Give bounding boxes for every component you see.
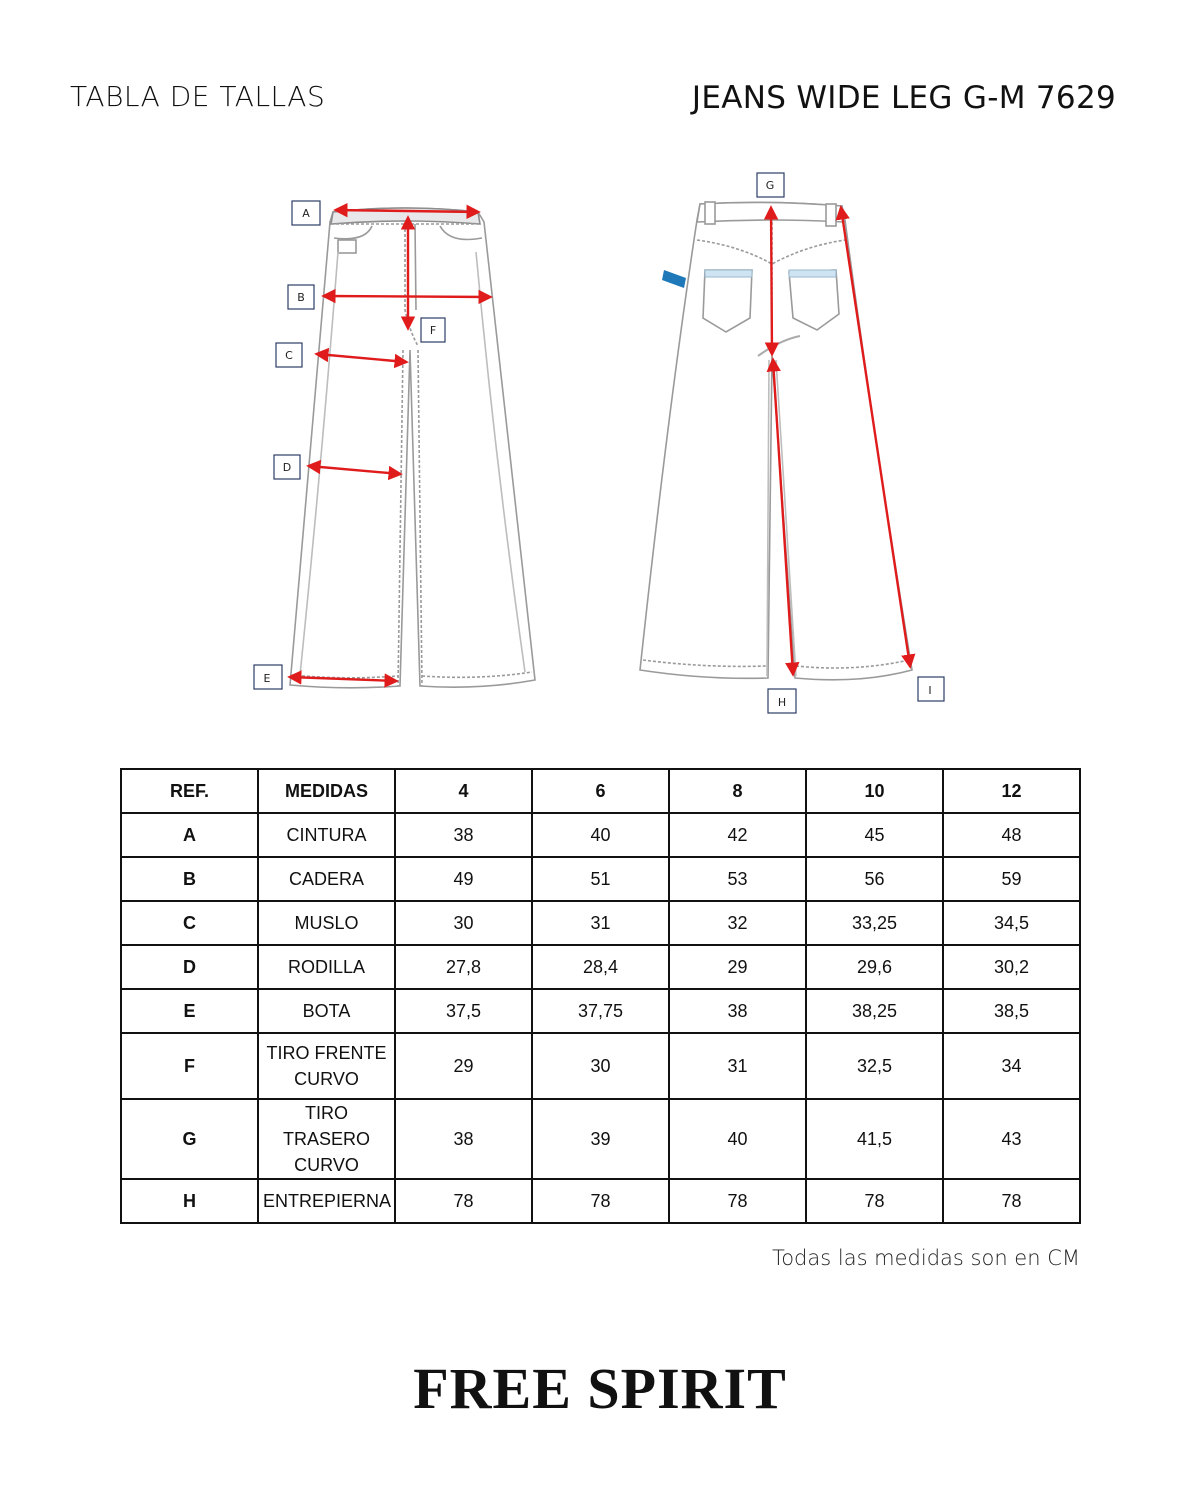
row-value: 78	[669, 1179, 806, 1223]
row-value: 29	[669, 945, 806, 989]
header-size-8: 8	[669, 769, 806, 813]
row-value: 78	[806, 1179, 943, 1223]
row-value: 30	[395, 901, 532, 945]
row-value: 48	[943, 813, 1080, 857]
row-ref: B	[121, 857, 258, 901]
svg-text:D: D	[282, 461, 292, 474]
row-value: 38	[395, 1099, 532, 1179]
row-value: 29,6	[806, 945, 943, 989]
row-measure: BOTA	[258, 989, 395, 1033]
svg-text:F: F	[429, 324, 437, 337]
row-value: 38,25	[806, 989, 943, 1033]
row-value: 42	[669, 813, 806, 857]
jeans-measurement-diagram	[0, 160, 1200, 720]
row-ref: C	[121, 901, 258, 945]
row-value: 29	[395, 1033, 532, 1099]
brand-logo: FREE SPIRIT	[413, 1356, 787, 1421]
svg-text:H: H	[777, 696, 787, 709]
row-value: 49	[395, 857, 532, 901]
row-measure: ENTREPIERNA	[258, 1179, 395, 1223]
row-value: 34	[943, 1033, 1080, 1099]
header-size-6: 6	[532, 769, 669, 813]
table-header-row	[121, 769, 1080, 813]
row-value: 40	[669, 1099, 806, 1179]
row-measure: TIRO FRENTE CURVO	[258, 1033, 395, 1099]
row-value: 27,8	[395, 945, 532, 989]
header-ref: REF.	[121, 769, 258, 813]
row-value: 40	[532, 813, 669, 857]
size-table	[120, 768, 1081, 1224]
table-row	[121, 989, 1080, 1033]
row-value: 78	[943, 1179, 1080, 1223]
row-ref: H	[121, 1179, 258, 1223]
table-row	[121, 945, 1080, 989]
label-A	[292, 201, 320, 225]
back-view-jeans	[640, 202, 912, 680]
row-value: 32,5	[806, 1033, 943, 1099]
table-row	[121, 1099, 1080, 1179]
svg-text:G: G	[765, 179, 775, 192]
row-value: 38,5	[943, 989, 1080, 1033]
page-title: TABLA DE TALLAS	[70, 80, 326, 113]
header-size-12: 12	[943, 769, 1080, 813]
row-value: 45	[806, 813, 943, 857]
label-D	[274, 455, 300, 479]
header-size-10: 10	[806, 769, 943, 813]
table-row	[121, 813, 1080, 857]
table-row	[121, 1033, 1080, 1099]
row-measure: MUSLO	[258, 901, 395, 945]
row-value: 78	[532, 1179, 669, 1223]
header-size-4: 4	[395, 769, 532, 813]
side-tag	[662, 270, 686, 288]
label-F	[421, 318, 445, 342]
row-value: 28,4	[532, 945, 669, 989]
svg-text:I: I	[928, 684, 932, 697]
row-value: 51	[532, 857, 669, 901]
row-value: 39	[532, 1099, 669, 1179]
row-value: 33,25	[806, 901, 943, 945]
label-C	[276, 343, 302, 367]
row-measure: CADERA	[258, 857, 395, 901]
header-medidas: MEDIDAS	[258, 769, 395, 813]
row-value: 30	[532, 1033, 669, 1099]
row-ref: D	[121, 945, 258, 989]
label-I	[918, 677, 944, 701]
row-value: 78	[395, 1179, 532, 1223]
row-value: 53	[669, 857, 806, 901]
row-value: 43	[943, 1099, 1080, 1179]
row-measure: RODILLA	[258, 945, 395, 989]
row-value: 32	[669, 901, 806, 945]
svg-text:B: B	[297, 291, 305, 304]
row-value: 56	[806, 857, 943, 901]
row-measure: TIRO TRASERO CURVO	[258, 1099, 395, 1179]
row-value: 31	[669, 1033, 806, 1099]
row-ref: A	[121, 813, 258, 857]
table-row	[121, 901, 1080, 945]
label-E	[254, 665, 282, 689]
label-H	[768, 689, 796, 713]
row-value: 34,5	[943, 901, 1080, 945]
svg-text:E: E	[263, 672, 271, 685]
row-value: 37,5	[395, 989, 532, 1033]
table-row	[121, 1179, 1080, 1223]
row-ref: G	[121, 1099, 258, 1179]
svg-text:A: A	[302, 207, 310, 220]
row-ref: F	[121, 1033, 258, 1099]
units-note: Todas las medidas son en CM	[771, 1246, 1080, 1270]
row-value: 30,2	[943, 945, 1080, 989]
row-ref: E	[121, 989, 258, 1033]
row-value: 41,5	[806, 1099, 943, 1179]
table-row	[121, 857, 1080, 901]
row-value: 37,75	[532, 989, 669, 1033]
row-value: 59	[943, 857, 1080, 901]
row-value: 38	[669, 989, 806, 1033]
svg-text:C: C	[285, 349, 293, 362]
label-G	[757, 173, 784, 197]
row-value: 31	[532, 901, 669, 945]
product-title: JEANS WIDE LEG G-M 7629	[691, 80, 1116, 116]
label-B	[288, 285, 314, 309]
row-value: 38	[395, 813, 532, 857]
row-measure: CINTURA	[258, 813, 395, 857]
front-view-jeans	[290, 208, 535, 688]
